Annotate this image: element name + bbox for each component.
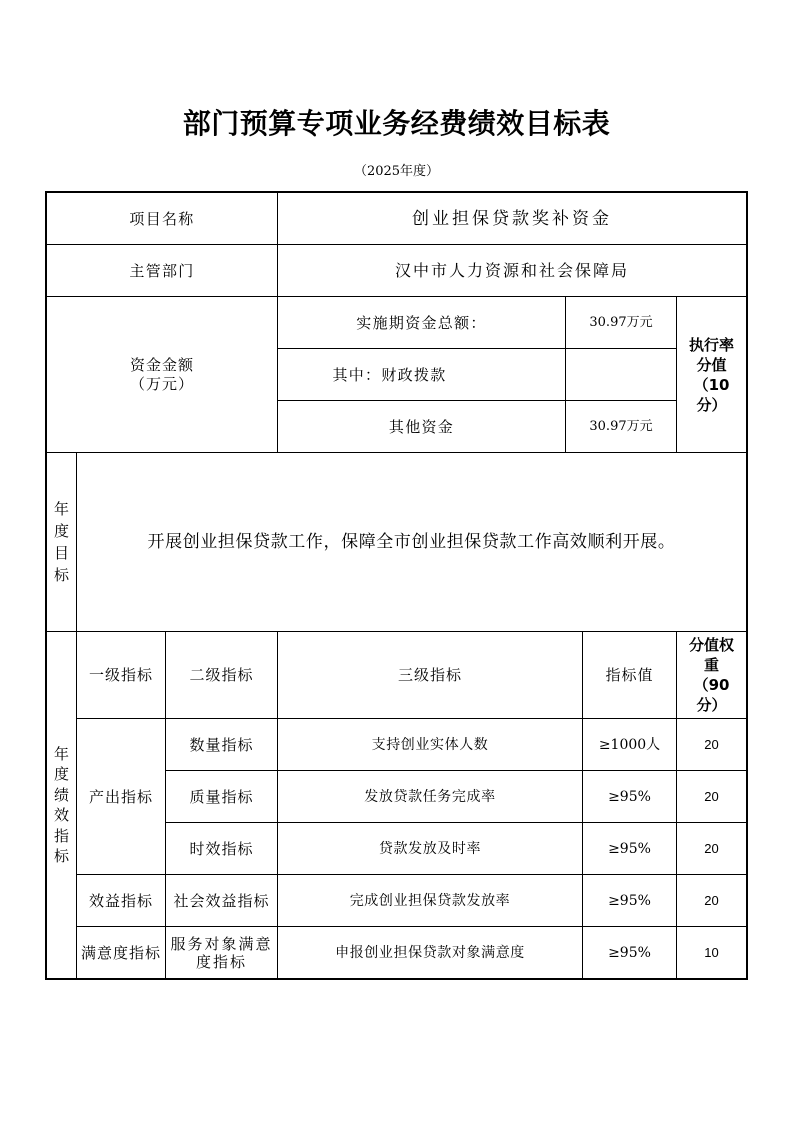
table-row-value: ≥95% xyxy=(582,926,677,979)
group-level1-satisfaction: 满意度指标 xyxy=(76,926,166,979)
document-title: 部门预算专项业务经费绩效目标表 xyxy=(182,107,611,140)
funds-fiscal-label: 其中：财政拨款 xyxy=(277,348,566,401)
table-row-level2: 质量指标 xyxy=(165,770,278,823)
funds-total-value: 30.97万元 xyxy=(565,296,677,349)
funds-fiscal-value xyxy=(565,348,677,401)
table-row-value: ≥1000人 xyxy=(582,718,677,771)
table-row-level3: 贷款发放及时率 xyxy=(277,822,583,875)
table-row-weight: 20 xyxy=(676,718,747,771)
group-level1-output: 产出指标 xyxy=(76,718,166,875)
table-row-level3: 申报创业担保贷款对象满意度 xyxy=(277,926,583,979)
project-name-value: 创业担保贷款奖补资金 xyxy=(277,192,747,245)
header-value: 指标值 xyxy=(582,631,677,719)
project-name-label: 项目名称 xyxy=(46,192,278,245)
funds-label: 资金金额 xyxy=(129,355,194,374)
funds-unit: （万元） xyxy=(129,374,194,393)
table-row-level2: 服务对象满意度指标 xyxy=(165,926,278,979)
funds-total-label: 实施期资金总额： xyxy=(277,296,566,349)
table-row-level2: 时效指标 xyxy=(165,822,278,875)
header-level2: 二级指标 xyxy=(165,631,278,719)
fiscal-year: （2025年度） xyxy=(353,164,440,179)
department-value: 汉中市人力资源和社会保障局 xyxy=(277,244,747,297)
table-row-weight: 20 xyxy=(676,770,747,823)
table-row-level2: 数量指标 xyxy=(165,718,278,771)
table-row-value: ≥95% xyxy=(582,874,677,927)
header-level3: 三级指标 xyxy=(277,631,583,719)
table-row-level3: 完成创业担保贷款发放率 xyxy=(277,874,583,927)
execution-score-label: 执行率分值（10分） xyxy=(676,296,747,453)
annual-goal-text: 开展创业担保贷款工作，保障全市创业担保贷款工作高效顺利开展。 xyxy=(76,452,747,632)
annual-goal-label: 年度目标 xyxy=(46,452,77,632)
table-row-level3: 发放贷款任务完成率 xyxy=(277,770,583,823)
funds-label-cell xyxy=(46,296,278,453)
group-level1-benefit: 效益指标 xyxy=(76,874,166,927)
department-label: 主管部门 xyxy=(46,244,278,297)
table-row-weight: 20 xyxy=(676,822,747,875)
funds-other-value: 30.97万元 xyxy=(565,400,677,453)
table-row-level2: 社会效益指标 xyxy=(165,874,278,927)
table-row-weight: 10 xyxy=(676,926,747,979)
funds-other-label: 其他资金 xyxy=(277,400,566,453)
header-weight: 分值权重（90分） xyxy=(676,631,747,719)
header-level1: 一级指标 xyxy=(76,631,166,719)
table-row-level3: 支持创业实体人数 xyxy=(277,718,583,771)
table-row-weight: 20 xyxy=(676,874,747,927)
table-row-value: ≥95% xyxy=(582,770,677,823)
indicators-label: 年度绩效指标 xyxy=(46,631,77,979)
table-row-value: ≥95% xyxy=(582,822,677,875)
